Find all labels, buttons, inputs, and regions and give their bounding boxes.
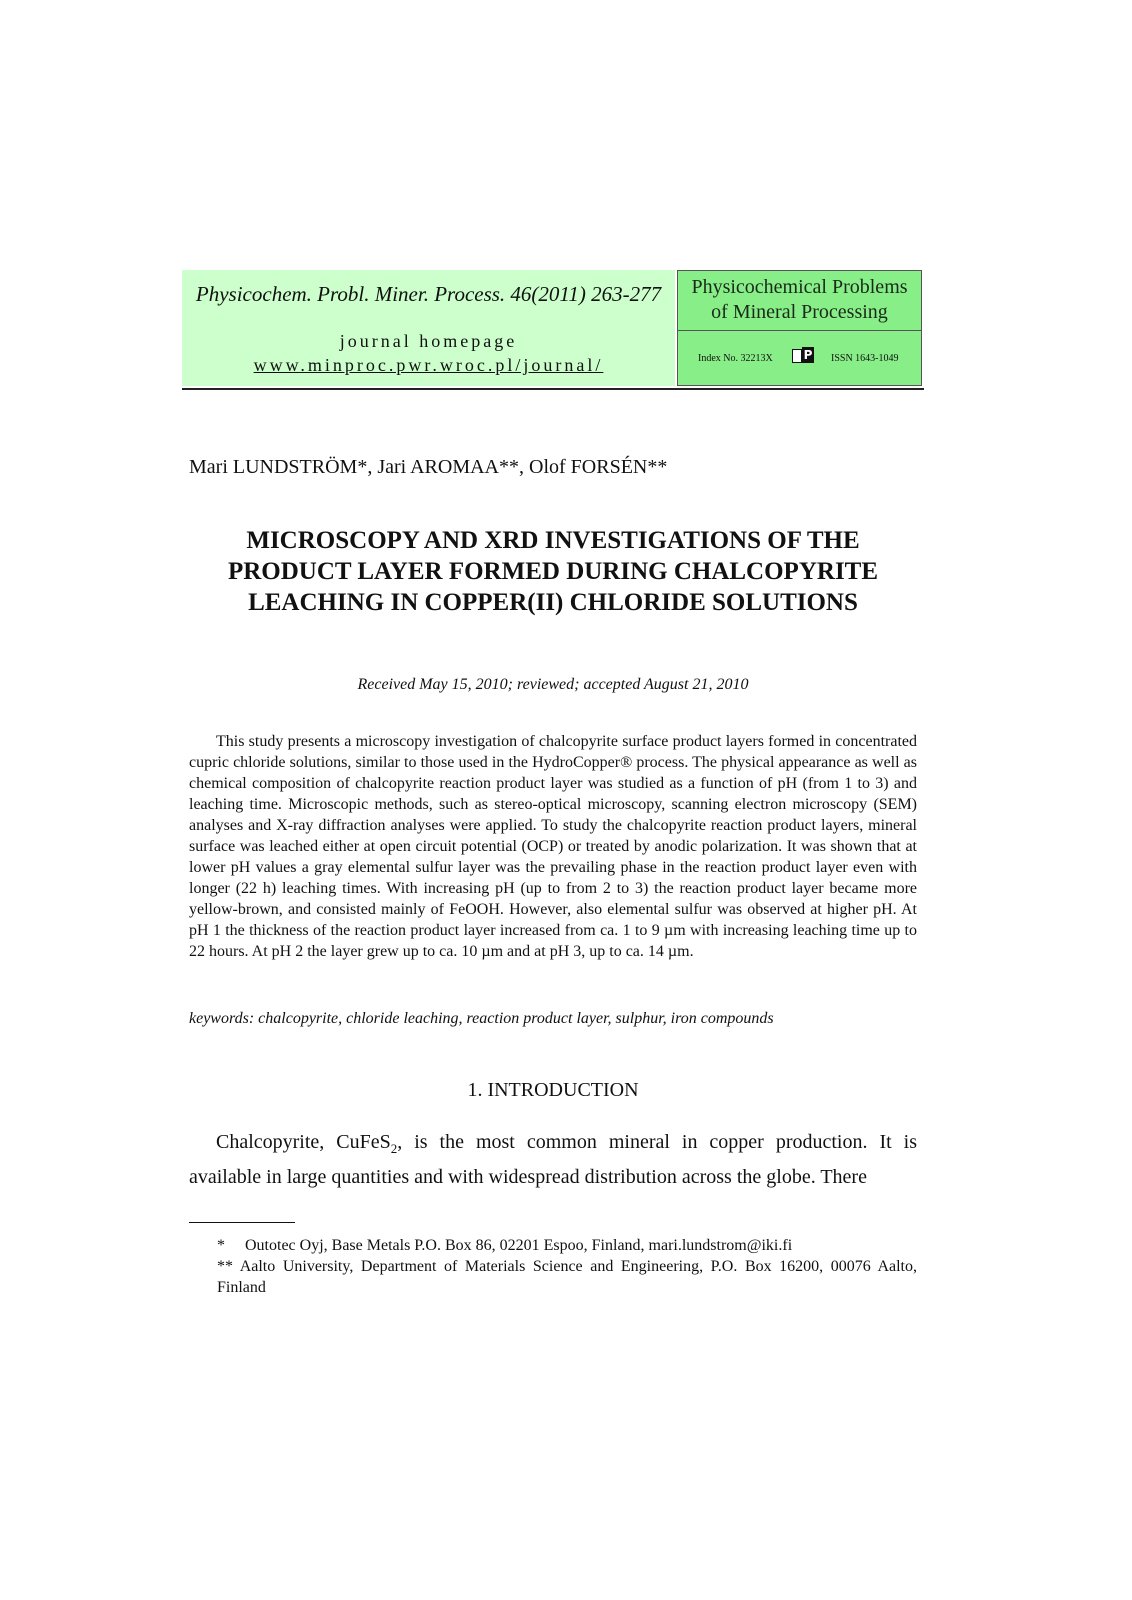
homepage-label: journal homepage bbox=[339, 331, 518, 351]
publisher-p-icon: P bbox=[792, 347, 812, 363]
journal-box-divider bbox=[678, 330, 921, 331]
footnote-2-mark: ** bbox=[217, 1258, 233, 1275]
footnote-1 bbox=[217, 1235, 792, 1256]
section-heading: 1. INTRODUCTION bbox=[467, 1079, 639, 1101]
footnote-rule bbox=[189, 1222, 295, 1223]
intro-paragraph bbox=[189, 1128, 917, 1191]
index-number: Index No. 32213X bbox=[698, 353, 773, 364]
intro-text-start: Chalcopyrite, CuFeS bbox=[216, 1131, 391, 1153]
formula-subscript: 2 bbox=[390, 1141, 398, 1156]
footnote-2 bbox=[217, 1256, 917, 1298]
footnote-2-text: Aalto University, Department of Materials Science and Engineering, P.O. Box 16200, 00076 Aalto, Finland bbox=[217, 1258, 918, 1296]
intro-text-rest: , is the most common mineral in copper production. It is available in large quantities and with widespread distribution across the globe. There bbox=[189, 1131, 918, 1188]
keywords: keywords: chalcopyrite, chloride leaching, reaction product layer, sulphur, iron compounds bbox=[189, 1010, 774, 1027]
title-line3: LEACHING IN COPPER(II) CHLORIDE SOLUTIONS bbox=[248, 589, 858, 616]
issn: ISSN 1643-1049 bbox=[831, 353, 899, 364]
journal-header bbox=[182, 270, 924, 390]
journal-citation-box bbox=[182, 270, 675, 386]
homepage-link[interactable]: www.minproc.pwr.wroc.pl/journal/ bbox=[253, 355, 604, 375]
title-line2: PRODUCT LAYER FORMED DURING CHALCOPYRITE bbox=[227, 558, 879, 585]
journal-name bbox=[678, 275, 921, 325]
received-dates: Received May 15, 2010; reviewed; accepted August 21, 2010 bbox=[357, 676, 749, 693]
paper-title bbox=[182, 525, 924, 618]
journal-logo-box bbox=[677, 270, 922, 386]
authors: Mari LUNDSTRÖM*, Jari AROMAA**, Olof FORSÉN** bbox=[189, 456, 668, 478]
footnote-1-text: Outotec Oyj, Base Metals P.O. Box 86, 02201 Espoo, Finland, mari.lundstrom@iki.fi bbox=[245, 1237, 793, 1254]
title-line1: MICROSCOPY AND XRD INVESTIGATIONS OF THE bbox=[246, 527, 860, 554]
journal-name-line1: Physicochemical Problems bbox=[691, 276, 908, 298]
journal-citation: Physicochem. Probl. Miner. Process. 46(2011) 263-277 bbox=[195, 282, 662, 306]
abstract: This study presents a microscopy investigation of chalcopyrite surface product layers formed in concentrated cupric chloride solutions, similar to those used in the HydroCopper® process. The physical appearance as well as chemical composition of chalcopyrite reaction product layer was studied as a function of pH (from 1 to 3) and leaching time. Microscopic methods, such as stereo-optical microscopy, scanning electron microscopy (SEM) analyses and X-ray diffraction analyses were applied. To study the chalcopyrite reaction product layers, mineral surface was leached either at open circuit potential (OCP) or treated by anodic polarization. It was shown that at lower pH values a gray elemental sulfur layer was the prevailing phase in the reaction product layer even with longer (22 h) leaching times. With increasing pH (up to from 2 to 3) the reaction product layer became more yellow-brown, and consisted mainly of FeOOH. However, also elemental sulfur was observed at higher pH. At pH 1 the thickness of the reaction product layer increased from ca. 1 to 9 µm with increasing leaching time up to 22 hours. At pH 2 the layer grew up to ca. 10 µm and at pH 3, up to ca. 14 µm. bbox=[189, 733, 917, 960]
journal-name-line2: of Mineral Processing bbox=[711, 301, 888, 323]
footnote-1-mark: * bbox=[217, 1237, 225, 1254]
